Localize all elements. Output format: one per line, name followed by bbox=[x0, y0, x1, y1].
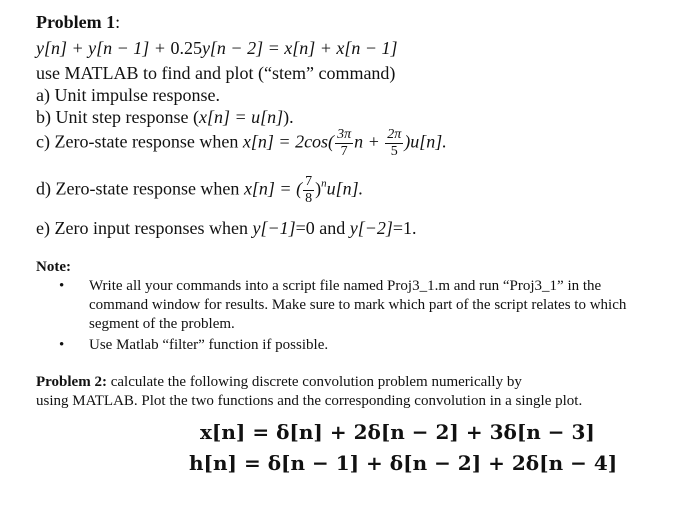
item-c-frac2-den: 5 bbox=[390, 144, 398, 159]
item-b-text: b) Unit step response ( bbox=[36, 107, 199, 127]
equation-x: x[n] = δ[n] + 2δ[n − 2] + 3δ[n − 3] bbox=[200, 420, 595, 444]
item-a: a) Unit impulse response. bbox=[36, 85, 220, 105]
item-d-math-post: u[n]. bbox=[326, 178, 364, 199]
item-e-math-2: y[−2] bbox=[349, 218, 393, 238]
problem2-colon: : bbox=[101, 374, 107, 390]
note-bullet-1-line-2: command window for results. Make sure to mark which part of the script relates to which bbox=[89, 297, 627, 313]
item-c-frac2-num: 2π bbox=[387, 127, 402, 142]
item-c-frac1-den: 7 bbox=[340, 144, 348, 159]
item-c-frac1-num: 3π bbox=[337, 127, 352, 142]
item-d-exponent: n bbox=[321, 177, 327, 190]
item-c-mid: n + bbox=[354, 131, 385, 152]
item-e-text-2: =0 and bbox=[295, 218, 350, 238]
item-d-frac bbox=[303, 175, 314, 206]
note-bullet-2-line: Use Matlab “filter” function if possible. bbox=[89, 337, 329, 353]
difference-equation bbox=[36, 38, 398, 59]
problem1-title: Problem 1 bbox=[36, 12, 116, 32]
item-e-text-1: e) Zero input responses when bbox=[36, 218, 253, 238]
note-title: Note: bbox=[36, 259, 71, 275]
note-bullet-2-glyph: • bbox=[59, 337, 65, 353]
problem1-heading bbox=[36, 12, 120, 33]
item-d-frac-num: 7 bbox=[305, 174, 313, 189]
item-b-end: ). bbox=[283, 107, 294, 127]
item-c bbox=[36, 128, 447, 159]
problem2-text-line-2: using MATLAB. Plot the two functions and the corresponding convolution in a single plot. bbox=[36, 393, 583, 409]
item-c-frac1 bbox=[335, 128, 353, 159]
item-d-text: d) Zero-state response when bbox=[36, 178, 244, 199]
note-bullet-1-line-3: segment of the problem. bbox=[89, 316, 235, 332]
problem2-text-line-1: calculate the following discrete convolution problem numerically by bbox=[106, 374, 522, 390]
item-c-math-pre: x[n] = 2cos( bbox=[242, 131, 335, 152]
note-bullet-1-glyph: • bbox=[59, 278, 65, 294]
item-c-math-post: )u[n]. bbox=[404, 131, 447, 152]
equation-part-1: y[n] + y[n − 1] + bbox=[36, 38, 171, 58]
item-e bbox=[36, 218, 417, 239]
problem1-intro: use MATLAB to find and plot (“stem” command) bbox=[36, 63, 396, 83]
item-b-math: x[n] = u[n] bbox=[198, 107, 284, 127]
problem2-title: Problem 2 bbox=[36, 374, 102, 390]
item-d: d) Zero-state response when x[n] = ( $\frac{7}{8}$ )$^n$u[n]. bbox=[36, 174, 364, 206]
equation-h: h[n] = δ[n − 1] + δ[n − 2] + 2δ[n − 4] bbox=[189, 451, 618, 475]
item-c-text: c) Zero-state response when bbox=[36, 131, 243, 152]
item-d-frac-den: 8 bbox=[305, 191, 313, 206]
equation-coefficient: 0.25 bbox=[170, 38, 202, 58]
item-d-math-pre: x[n] = ( bbox=[243, 178, 303, 199]
item-e-text-3: =1. bbox=[392, 218, 417, 238]
note-bullet-1-line-1: Write all your commands into a script file named Proj3_1.m and run “Proj3_1” in the bbox=[89, 278, 602, 294]
item-c-frac2 bbox=[385, 128, 403, 159]
equation-part-2: y[n − 2] = x[n] + x[n − 1] bbox=[201, 38, 398, 58]
problem2-heading bbox=[36, 374, 522, 391]
problem1-colon: : bbox=[115, 12, 121, 32]
item-b bbox=[36, 107, 294, 128]
item-e-math-1: y[−1] bbox=[252, 218, 296, 238]
